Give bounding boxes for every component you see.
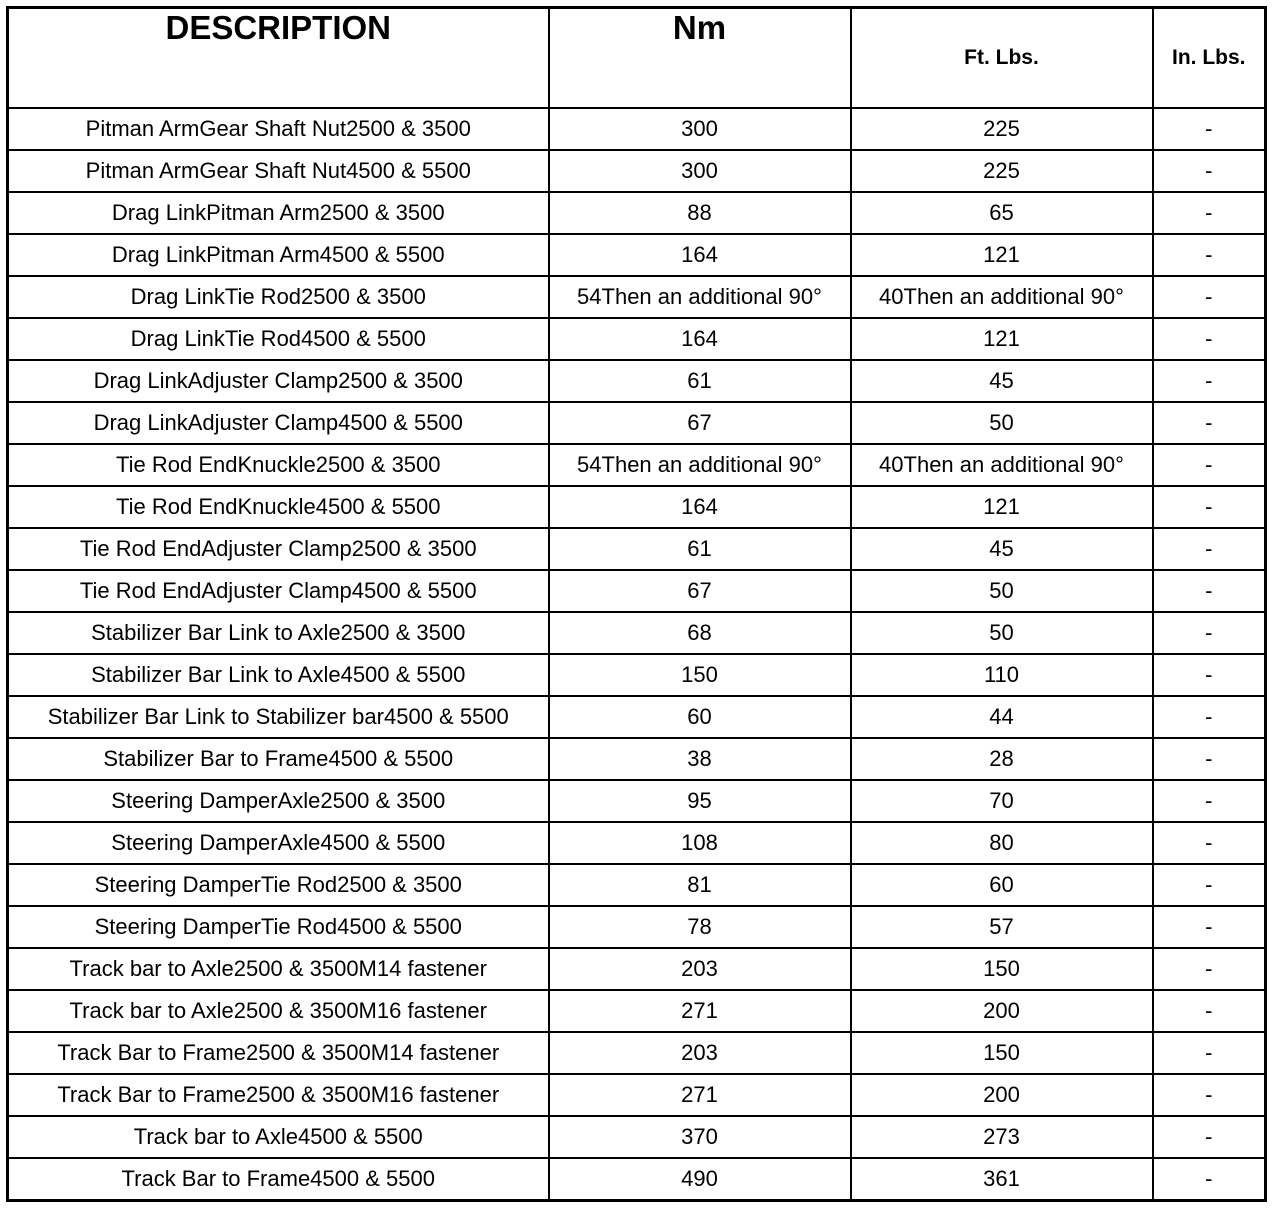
cell-nm: 164	[549, 234, 851, 276]
cell-nm: 61	[549, 528, 851, 570]
cell-in-lbs: -	[1153, 234, 1266, 276]
cell-ft-lbs: 70	[851, 780, 1153, 822]
cell-ft-lbs: 80	[851, 822, 1153, 864]
cell-in-lbs: -	[1153, 108, 1266, 150]
cell-nm: 54Then an additional 90°	[549, 276, 851, 318]
cell-nm: 203	[549, 948, 851, 990]
cell-ft-lbs: 65	[851, 192, 1153, 234]
cell-in-lbs: -	[1153, 1032, 1266, 1074]
cell-in-lbs: -	[1153, 822, 1266, 864]
table-row	[8, 444, 1266, 486]
cell-in-lbs: -	[1153, 402, 1266, 444]
cell-description: Tie Rod EndKnuckle2500 & 3500	[8, 444, 549, 486]
table-row	[8, 906, 1266, 948]
cell-ft-lbs: 60	[851, 864, 1153, 906]
table-row	[8, 780, 1266, 822]
cell-description: Track bar to Axle4500 & 5500	[8, 1116, 549, 1158]
cell-description: Track bar to Axle2500 & 3500M16 fastener	[8, 990, 549, 1032]
table-row	[8, 402, 1266, 444]
table-row	[8, 318, 1266, 360]
cell-in-lbs: -	[1153, 192, 1266, 234]
torque-spec-table	[6, 6, 1267, 1202]
cell-description: Steering DamperTie Rod2500 & 3500	[8, 864, 549, 906]
table-row	[8, 528, 1266, 570]
cell-in-lbs: -	[1153, 696, 1266, 738]
cell-ft-lbs: 121	[851, 318, 1153, 360]
table-row	[8, 696, 1266, 738]
table-row	[8, 822, 1266, 864]
cell-ft-lbs: 121	[851, 486, 1153, 528]
cell-description: Pitman ArmGear Shaft Nut4500 & 5500	[8, 150, 549, 192]
cell-nm: 300	[549, 108, 851, 150]
cell-description: Tie Rod EndKnuckle4500 & 5500	[8, 486, 549, 528]
cell-in-lbs: -	[1153, 1116, 1266, 1158]
cell-ft-lbs: 28	[851, 738, 1153, 780]
cell-ft-lbs: 57	[851, 906, 1153, 948]
cell-nm: 81	[549, 864, 851, 906]
cell-description: Drag LinkTie Rod4500 & 5500	[8, 318, 549, 360]
cell-description: Drag LinkAdjuster Clamp2500 & 3500	[8, 360, 549, 402]
cell-nm: 61	[549, 360, 851, 402]
cell-ft-lbs: 150	[851, 1032, 1153, 1074]
cell-ft-lbs: 50	[851, 612, 1153, 654]
cell-description: Track Bar to Frame2500 & 3500M14 fastener	[8, 1032, 549, 1074]
header-ft-lbs: Ft. Lbs.	[851, 8, 1153, 109]
cell-description: Drag LinkPitman Arm4500 & 5500	[8, 234, 549, 276]
cell-description: Track bar to Axle2500 & 3500M14 fastener	[8, 948, 549, 990]
table-row	[8, 948, 1266, 990]
cell-description: Stabilizer Bar Link to Axle4500 & 5500	[8, 654, 549, 696]
cell-description: Tie Rod EndAdjuster Clamp4500 & 5500	[8, 570, 549, 612]
table-row	[8, 570, 1266, 612]
table-row	[8, 360, 1266, 402]
cell-ft-lbs: 200	[851, 990, 1153, 1032]
header-nm: Nm	[549, 8, 851, 109]
header-description: DESCRIPTION	[8, 8, 549, 109]
header-in-lbs: In. Lbs.	[1153, 8, 1266, 109]
table-row	[8, 1158, 1266, 1201]
cell-nm: 67	[549, 402, 851, 444]
cell-in-lbs: -	[1153, 906, 1266, 948]
cell-ft-lbs: 225	[851, 108, 1153, 150]
cell-in-lbs: -	[1153, 780, 1266, 822]
cell-ft-lbs: 361	[851, 1158, 1153, 1201]
cell-nm: 271	[549, 1074, 851, 1116]
table-row	[8, 654, 1266, 696]
table-row	[8, 234, 1266, 276]
cell-nm: 203	[549, 1032, 851, 1074]
cell-description: Stabilizer Bar Link to Axle2500 & 3500	[8, 612, 549, 654]
cell-nm: 95	[549, 780, 851, 822]
cell-description: Drag LinkTie Rod2500 & 3500	[8, 276, 549, 318]
cell-description: Drag LinkAdjuster Clamp4500 & 5500	[8, 402, 549, 444]
cell-in-lbs: -	[1153, 864, 1266, 906]
table-row	[8, 486, 1266, 528]
cell-ft-lbs: 200	[851, 1074, 1153, 1116]
cell-nm: 78	[549, 906, 851, 948]
table-row	[8, 612, 1266, 654]
cell-description: Stabilizer Bar Link to Stabilizer bar4500 & 5500	[8, 696, 549, 738]
cell-ft-lbs: 225	[851, 150, 1153, 192]
cell-description: Steering DamperAxle4500 & 5500	[8, 822, 549, 864]
cell-description: Drag LinkPitman Arm2500 & 3500	[8, 192, 549, 234]
cell-nm: 38	[549, 738, 851, 780]
cell-in-lbs: -	[1153, 654, 1266, 696]
table-body	[8, 108, 1266, 1201]
cell-ft-lbs: 273	[851, 1116, 1153, 1158]
cell-description: Steering DamperTie Rod4500 & 5500	[8, 906, 549, 948]
cell-nm: 164	[549, 486, 851, 528]
table-row	[8, 1032, 1266, 1074]
table-row	[8, 990, 1266, 1032]
cell-ft-lbs: 45	[851, 360, 1153, 402]
table-row	[8, 1116, 1266, 1158]
cell-in-lbs: -	[1153, 528, 1266, 570]
table-row	[8, 864, 1266, 906]
cell-ft-lbs: 45	[851, 528, 1153, 570]
cell-in-lbs: -	[1153, 486, 1266, 528]
cell-in-lbs: -	[1153, 318, 1266, 360]
cell-nm: 88	[549, 192, 851, 234]
cell-nm: 150	[549, 654, 851, 696]
cell-nm: 164	[549, 318, 851, 360]
cell-nm: 271	[549, 990, 851, 1032]
cell-nm: 67	[549, 570, 851, 612]
table-row	[8, 276, 1266, 318]
cell-nm: 68	[549, 612, 851, 654]
cell-description: Steering DamperAxle2500 & 3500	[8, 780, 549, 822]
cell-nm: 370	[549, 1116, 851, 1158]
cell-in-lbs: -	[1153, 276, 1266, 318]
cell-ft-lbs: 150	[851, 948, 1153, 990]
cell-in-lbs: -	[1153, 612, 1266, 654]
cell-ft-lbs: 110	[851, 654, 1153, 696]
cell-nm: 108	[549, 822, 851, 864]
cell-nm: 60	[549, 696, 851, 738]
cell-in-lbs: -	[1153, 1074, 1266, 1116]
cell-in-lbs: -	[1153, 570, 1266, 612]
table-row	[8, 738, 1266, 780]
cell-description: Track Bar to Frame4500 & 5500	[8, 1158, 549, 1201]
cell-in-lbs: -	[1153, 150, 1266, 192]
table-row	[8, 108, 1266, 150]
cell-nm: 300	[549, 150, 851, 192]
cell-in-lbs: -	[1153, 444, 1266, 486]
cell-description: Pitman ArmGear Shaft Nut2500 & 3500	[8, 108, 549, 150]
cell-description: Tie Rod EndAdjuster Clamp2500 & 3500	[8, 528, 549, 570]
cell-ft-lbs: 44	[851, 696, 1153, 738]
header-row	[8, 8, 1266, 109]
table-row	[8, 150, 1266, 192]
table-row	[8, 192, 1266, 234]
table-row	[8, 1074, 1266, 1116]
cell-in-lbs: -	[1153, 990, 1266, 1032]
cell-nm: 54Then an additional 90°	[549, 444, 851, 486]
cell-in-lbs: -	[1153, 738, 1266, 780]
cell-in-lbs: -	[1153, 360, 1266, 402]
cell-in-lbs: -	[1153, 1158, 1266, 1201]
cell-description: Stabilizer Bar to Frame4500 & 5500	[8, 738, 549, 780]
cell-ft-lbs: 40Then an additional 90°	[851, 444, 1153, 486]
cell-ft-lbs: 50	[851, 570, 1153, 612]
cell-in-lbs: -	[1153, 948, 1266, 990]
cell-ft-lbs: 40Then an additional 90°	[851, 276, 1153, 318]
cell-ft-lbs: 50	[851, 402, 1153, 444]
cell-ft-lbs: 121	[851, 234, 1153, 276]
cell-description: Track Bar to Frame2500 & 3500M16 fastener	[8, 1074, 549, 1116]
cell-nm: 490	[549, 1158, 851, 1201]
